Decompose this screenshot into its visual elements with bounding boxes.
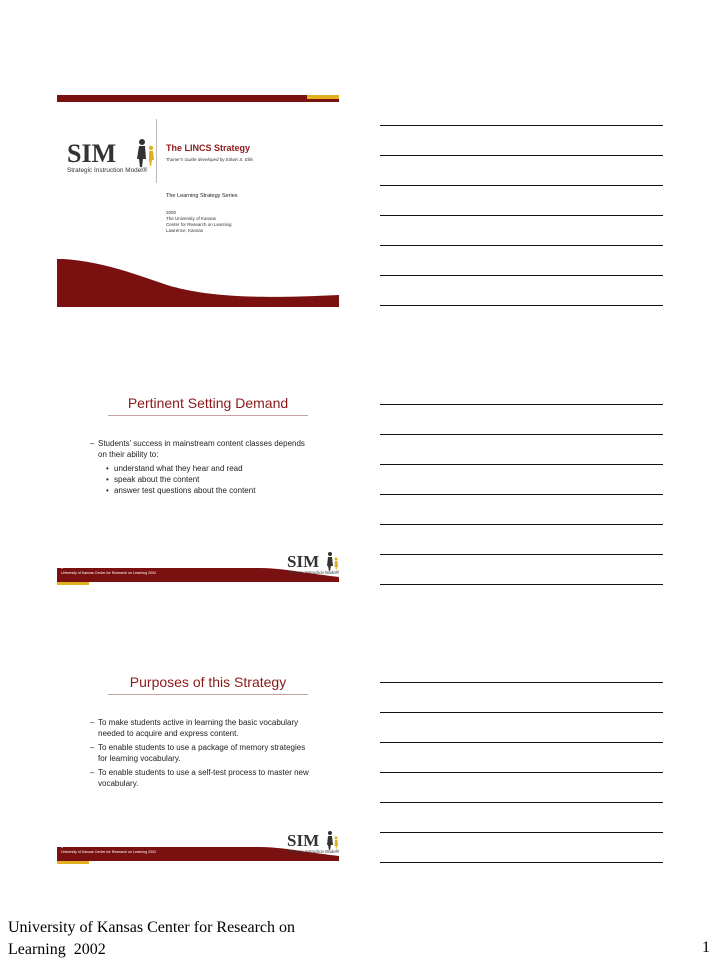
note-line: [380, 712, 663, 713]
slide-number: 2: [61, 565, 64, 570]
sub-bullet-text: speak about the content: [114, 475, 200, 484]
note-line: [380, 554, 663, 555]
child-head-icon: [335, 558, 338, 561]
note-line: [380, 802, 663, 803]
dash-marker: –: [90, 718, 95, 727]
sim-logo: [67, 135, 157, 175]
figure-head-icon: [139, 139, 145, 145]
note-line: [380, 185, 663, 186]
dash-marker: –: [90, 743, 95, 752]
child-body-icon: [335, 561, 339, 570]
note-line: [380, 125, 663, 126]
figure-body-icon: [327, 557, 333, 571]
dot-marker: •: [106, 475, 109, 484]
note-line: [380, 862, 663, 863]
note-line: [380, 832, 663, 833]
child-body-icon: [149, 151, 154, 166]
bullet-item: [90, 767, 310, 789]
sim-logo-text: SIM: [287, 831, 320, 850]
slide-3-body: [90, 717, 310, 792]
slide-2-body: [90, 438, 310, 496]
note-line: [380, 524, 663, 525]
title-underline: [108, 415, 308, 416]
note-line: [380, 772, 663, 773]
logo-divider: [156, 119, 157, 183]
note-line: [380, 434, 663, 435]
sim-logo-text: SIM: [67, 139, 117, 168]
sim-logo-small: [282, 829, 339, 855]
dash-marker: –: [90, 768, 95, 777]
slide-2-thumbnail: [57, 374, 339, 586]
figure-body-icon: [137, 146, 146, 167]
info-year: 2000: [166, 210, 177, 215]
note-line: [380, 404, 663, 405]
title-underline: [108, 694, 308, 695]
note-line: [380, 584, 663, 585]
series-name: The Learning Strategy Series: [166, 193, 238, 199]
footer-text: University of Kansas Center for Research on Learning 2002: [61, 850, 157, 854]
bullet-text: To enable students to use a package of memory strategies for learning vocabulary.: [98, 743, 306, 763]
note-line: [380, 494, 663, 495]
page-footer-line-2: Learning 2002: [8, 941, 106, 958]
sub-bullet-text: understand what they hear and read: [114, 464, 243, 473]
bullet-text: To enable students to use a self-test process to master new vocabulary.: [98, 768, 309, 788]
dot-marker: •: [106, 486, 109, 495]
publisher-info: [166, 210, 232, 234]
slide-1-thumbnail: [57, 95, 339, 307]
bullet-item: [90, 438, 310, 460]
slide-3-thumbnail: [57, 653, 339, 865]
bullet-text: To make students active in learning the basic vocabulary needed to acquire and express content.: [98, 718, 299, 738]
slide-3-title: Purposes of this Strategy: [129, 674, 287, 690]
slide-1-title: The LINCS Strategy: [166, 143, 251, 153]
note-line: [380, 215, 663, 216]
info-location: Lawrence, Kansas: [166, 228, 204, 233]
page-number: 1: [702, 939, 710, 956]
sub-bullet-item: [90, 463, 310, 474]
sim-logo-text: SIM: [287, 552, 320, 571]
child-head-icon: [335, 837, 338, 840]
sub-bullet-item: [90, 485, 310, 496]
sim-logo-small: [282, 550, 339, 576]
bottom-maroon-swoosh: [57, 259, 339, 307]
dot-marker: •: [106, 464, 109, 473]
note-line: [380, 682, 663, 683]
child-body-icon: [335, 840, 339, 849]
footer-text: University of Kansas Center for Research on Learning 2002: [61, 571, 157, 575]
bullet-item: [90, 742, 310, 764]
slide-number: 3: [61, 844, 64, 849]
top-gold-accent: [307, 95, 339, 99]
slide-1-subtitle: Trainer’s Guide developed by Edwin S. Ellis: [166, 157, 254, 162]
bullet-text: Students’ success in mainstream content classes depends on their ability to:: [98, 439, 305, 459]
figure-head-icon: [328, 831, 332, 835]
child-head-icon: [149, 146, 153, 150]
note-line: [380, 245, 663, 246]
figure-head-icon: [328, 552, 332, 556]
bullet-item: [90, 717, 310, 739]
info-center: Center for Research on Learning: [166, 222, 232, 227]
sim-logo-caption: Strategic Instruction Model®: [287, 570, 340, 575]
note-line: [380, 275, 663, 276]
note-line: [380, 464, 663, 465]
sub-bullet-item: [90, 474, 310, 485]
info-university: The University of Kansas: [166, 216, 217, 221]
slide-2-title: Pertinent Setting Demand: [127, 395, 289, 411]
page-footer-line-1: University of Kansas Center for Research on: [8, 919, 296, 936]
sim-logo-caption: Strategic Instruction Model®: [67, 167, 148, 174]
note-line: [380, 305, 663, 306]
figure-body-icon: [327, 836, 333, 850]
dash-marker: –: [90, 439, 95, 448]
sim-logo-caption: Strategic Instruction Model®: [287, 849, 340, 854]
top-maroon-bar: [57, 95, 339, 102]
page-footer: [8, 917, 295, 961]
note-line: [380, 742, 663, 743]
sub-bullet-text: answer test questions about the content: [114, 486, 256, 495]
note-line: [380, 155, 663, 156]
